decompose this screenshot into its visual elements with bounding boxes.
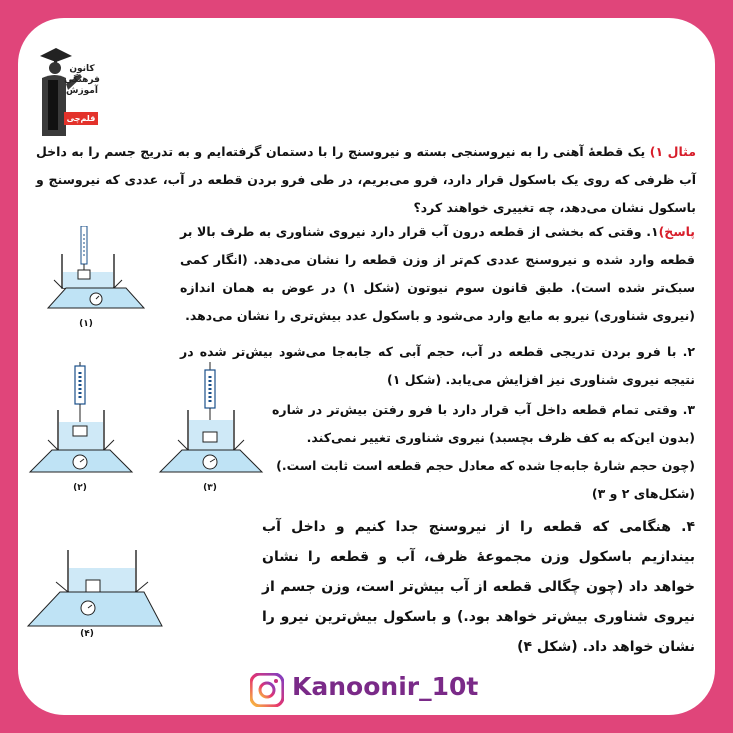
figure-1-diagram: [44, 226, 170, 320]
answer-p3-ref: (شکل‌های ۲ و ۳): [591, 486, 695, 501]
instagram-handle[interactable]: Kanoonir_10t: [292, 672, 479, 701]
answer-paragraph-4: ۴. هنگامی که قطعه را از نیروسنج جدا کنیم و داخل آب بیندازیم باسکول وزن مجموعهٔ ظرف، آب و قطعه را نشان خواهد داد (چون چگالی قطعه از آب بیش‌تر است، وزن جسم از نیروی شناوری بیش‌تر خواهد بود.) و باسکول بیش‌ترین نیرو را نشان خواهد داد. (شکل ۴): [262, 519, 695, 655]
answer-label: پاسخ): [658, 224, 695, 239]
answer-paragraph-2: ۲. با فرو بردن تدریجی قطعه در آب، حجم آبی که جابه‌جا می‌شود بیش‌تر شده در نتیجه نیروی شناوری نیز افزایش می‌یابد. (شکل ۱): [180, 344, 695, 387]
logo-line-3: آموزش: [66, 86, 98, 96]
answer-p3: ۳. وقتی تمام قطعه داخل آب قرار دارد با فرو رفتن بیش‌تر در شاره (بدون این‌که به کف ظرف بچسبد) نیروی شناوری تغییر نمی‌کند.: [272, 402, 695, 445]
figure-3-diagram: [158, 362, 284, 480]
figure-4-caption: (۴): [80, 629, 94, 639]
figure-2-caption: (۲): [73, 483, 87, 493]
logo-line-2: فرهنگی: [64, 75, 100, 85]
answer-p1: ۱. وقتی که بخشی از قطعه درون آب قرار دارد نیروی شناوری به طرف بالا بر قطعه وارد شده و نیروسنج عددی کم‌تر از وزن قطعه را نشان می‌دهد. (انگار کمی سبک‌تر شده است). طبق قانون سوم نیوتون (شکل ۱) در عوض به همان اندازه (نیروی شناوری) نیرو به مایع وارد می‌شود و باسکول عدد بیش‌تری را نشان می‌دهد.: [180, 224, 695, 323]
example-label: مثال ۱): [649, 144, 697, 159]
answer-paragraph-1: [180, 218, 695, 330]
figure-4-diagram: [26, 546, 164, 632]
logo-brand: [62, 64, 102, 97]
logo-badge: قلم‌چی: [64, 112, 98, 125]
example-text: یک قطعهٔ آهنی را به نیروسنجی بسته و نیروسنج را با دستمان گرفته‌ایم و به تدریج جسم را به داخل آب ظرفی که روی یک باسکول قرار دارد، فرو می‌بریم، در طی فرو بردن قطعه در آب، عددی که نیروسنج و باسکول نشان می‌دهد، چه تغییری خواهند کرد؟: [36, 144, 696, 215]
answer-paragraph-3: [272, 396, 695, 508]
figure-1-caption: (۱): [79, 319, 93, 329]
example-question: [36, 138, 696, 222]
instagram-icon[interactable]: [250, 673, 284, 707]
logo-line-1: کانون: [69, 64, 95, 74]
figure-2-diagram: [28, 362, 154, 480]
figure-3-caption: (۳): [203, 483, 217, 493]
answer-p3-note: (چون حجم شارهٔ جابه‌جا شده که معادل حجم قطعه است ثابت است.): [276, 458, 695, 473]
